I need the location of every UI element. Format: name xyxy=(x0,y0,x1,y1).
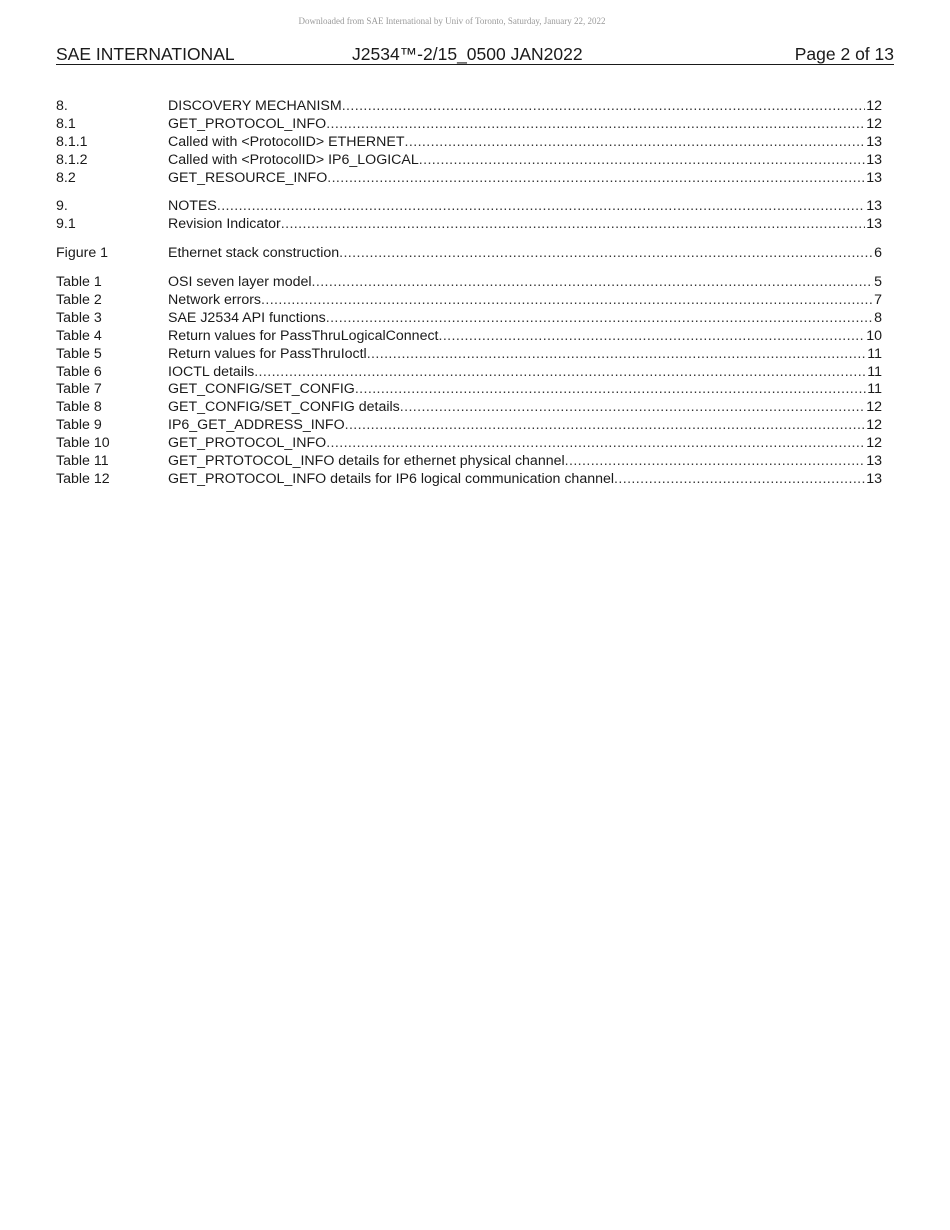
toc-entry-number: 8. xyxy=(56,98,68,114)
toc-entry[interactable] xyxy=(56,216,882,234)
toc-entry-title: IP6_GET_ADDRESS_INFO xyxy=(168,417,345,434)
toc-entry-line xyxy=(168,170,882,188)
toc-dot-leader xyxy=(217,198,865,216)
toc-entry-line xyxy=(168,453,882,471)
toc-entry-number: 8.1.2 xyxy=(56,151,88,168)
toc-entry[interactable] xyxy=(56,245,882,263)
page-number: Page 2 of 13 xyxy=(794,44,894,64)
toc-entry-page: 12 xyxy=(866,435,882,452)
toc-entry-page: 12 xyxy=(866,417,882,434)
toc-entry-line xyxy=(168,98,882,116)
toc-entry-number: Table 12 xyxy=(56,470,110,487)
toc-entry-title: GET_RESOURCE_INFO xyxy=(168,169,328,186)
toc-entry-page: 12 xyxy=(866,115,882,132)
toc-entry-title: GET_PROTOCOL_INFO details for IP6 logical communication channel xyxy=(168,470,615,487)
toc-entry-number: 9. xyxy=(56,198,68,215)
table-of-contents xyxy=(56,98,882,500)
toc-entry-number: Table 8 xyxy=(56,399,102,416)
toc-entry-line xyxy=(168,292,882,310)
toc-entry[interactable] xyxy=(56,364,882,382)
toc-entry-line xyxy=(168,134,882,152)
toc-entry[interactable] xyxy=(56,435,882,453)
toc-entry-page: 7 xyxy=(874,292,882,309)
toc-entry-page: 10 xyxy=(866,327,882,344)
toc-entry-title: OSI seven layer model xyxy=(168,274,312,291)
toc-entry-title: Ethernet stack construction xyxy=(168,245,340,262)
toc-entry-number: Table 1 xyxy=(56,274,102,291)
toc-entry[interactable] xyxy=(56,310,882,328)
toc-entry[interactable] xyxy=(56,152,882,170)
toc-entry[interactable] xyxy=(56,198,882,216)
toc-entry-line xyxy=(168,346,882,364)
toc-entry[interactable] xyxy=(56,116,882,134)
toc-group xyxy=(56,245,882,263)
toc-entry-title: GET_CONFIG/SET_CONFIG details xyxy=(168,399,400,416)
toc-entry-title: GET_PROTOCOL_INFO xyxy=(168,435,327,452)
toc-dot-leader xyxy=(326,310,873,328)
toc-entry-number: 9.1 xyxy=(56,216,76,233)
toc-entry-number: 8.1.1 xyxy=(56,133,88,150)
toc-entry-line xyxy=(168,152,882,170)
toc-entry-number: Table 3 xyxy=(56,309,102,326)
toc-entry-page: 13 xyxy=(866,216,882,233)
publisher-name: SAE INTERNATIONAL xyxy=(56,44,235,64)
toc-dot-leader xyxy=(419,152,865,170)
toc-entry-line xyxy=(168,116,882,134)
toc-entry-number: Table 9 xyxy=(56,417,102,434)
toc-entry-page: 13 xyxy=(866,453,882,470)
toc-entry-title: Return values for PassThruLogicalConnect xyxy=(168,327,439,344)
toc-entry-line xyxy=(168,198,882,216)
toc-group xyxy=(56,274,882,489)
toc-entry-line xyxy=(168,435,882,453)
toc-entry[interactable] xyxy=(56,134,882,152)
toc-entry-page: 11 xyxy=(867,363,882,380)
toc-dot-leader xyxy=(261,292,873,310)
page-header xyxy=(56,44,894,65)
toc-entry[interactable] xyxy=(56,399,882,417)
toc-entry-line xyxy=(168,364,882,382)
toc-group xyxy=(56,198,882,234)
toc-entry-title: GET_PROTOCOL_INFO xyxy=(168,115,327,132)
toc-entry-number: Table 11 xyxy=(56,453,109,470)
toc-dot-leader xyxy=(281,216,865,234)
toc-dot-leader xyxy=(367,346,867,364)
toc-dot-leader xyxy=(312,274,874,292)
toc-entry-title: GET_PRTOTOCOL_INFO details for ethernet physical channel xyxy=(168,453,565,470)
toc-entry-title: DISCOVERY MECHANISM xyxy=(168,98,342,114)
toc-entry-number: Table 4 xyxy=(56,327,102,344)
toc-dot-leader xyxy=(326,116,865,134)
toc-entry-number: 8.2 xyxy=(56,169,76,186)
toc-entry-title: Network errors xyxy=(168,292,262,309)
toc-dot-leader xyxy=(342,98,866,116)
toc-entry-page: 13 xyxy=(866,198,882,215)
toc-entry[interactable] xyxy=(56,170,882,188)
toc-entry-title: IOCTL details xyxy=(168,363,255,380)
toc-entry-line xyxy=(168,399,882,417)
toc-entry-title: Revision Indicator xyxy=(168,216,281,233)
toc-entry[interactable] xyxy=(56,346,882,364)
toc-entry-page: 13 xyxy=(866,133,882,150)
toc-group xyxy=(56,98,882,187)
toc-entry-page: 13 xyxy=(866,169,882,186)
toc-entry-line xyxy=(168,381,882,399)
toc-entry-title: Called with <ProtocolID> ETHERNET xyxy=(168,133,405,150)
toc-dot-leader xyxy=(439,328,866,346)
toc-entry-line xyxy=(168,274,882,292)
document-id: J2534™-2/15_0500 JAN2022 xyxy=(352,44,583,64)
toc-dot-leader xyxy=(614,471,865,489)
toc-dot-leader xyxy=(405,134,866,152)
toc-entry-title: Called with <ProtocolID> IP6_LOGICAL xyxy=(168,151,419,168)
toc-entry-number: Table 2 xyxy=(56,292,102,309)
download-watermark: Downloaded from SAE International by Univ of Toronto, Saturday, January 22, 2022 xyxy=(298,16,606,26)
toc-entry-title: Return values for PassThruIoctl xyxy=(168,345,367,362)
toc-entry[interactable] xyxy=(56,417,882,435)
toc-dot-leader xyxy=(355,381,866,399)
toc-entry-page: 11 xyxy=(867,345,882,362)
toc-entry[interactable] xyxy=(56,381,882,399)
toc-dot-leader xyxy=(345,417,866,435)
toc-entry[interactable] xyxy=(56,98,882,116)
toc-entry[interactable] xyxy=(56,328,882,346)
toc-entry-number: 8.1 xyxy=(56,115,76,132)
toc-dot-leader xyxy=(339,245,873,263)
toc-entry-line xyxy=(168,216,882,234)
toc-entry-number: Table 5 xyxy=(56,345,102,362)
toc-entry-number: Table 7 xyxy=(56,381,102,398)
toc-entry-page: 6 xyxy=(874,245,882,262)
toc-entry-page: 13 xyxy=(866,470,882,487)
toc-entry-page: 11 xyxy=(867,381,882,398)
toc-dot-leader xyxy=(565,453,866,471)
toc-entry[interactable] xyxy=(56,292,882,310)
toc-entry-line xyxy=(168,417,882,435)
toc-entry-page: 8 xyxy=(874,309,882,326)
toc-entry-line xyxy=(168,310,882,328)
toc-dot-leader xyxy=(326,435,865,453)
toc-entry-number: Figure 1 xyxy=(56,245,109,262)
toc-entry-number: Table 10 xyxy=(56,435,110,452)
toc-entry-title: NOTES xyxy=(168,198,217,215)
toc-entry-line xyxy=(168,471,882,489)
toc-entry-number: Table 6 xyxy=(56,363,102,380)
toc-dot-leader xyxy=(327,170,865,188)
toc-entry-line xyxy=(168,328,882,346)
toc-entry-page: 12 xyxy=(866,399,882,416)
toc-dot-leader xyxy=(254,364,866,382)
toc-entry[interactable] xyxy=(56,471,882,489)
toc-entry-page: 5 xyxy=(874,274,882,291)
toc-entry-page: 12 xyxy=(866,98,882,114)
toc-entry[interactable] xyxy=(56,274,882,292)
toc-entry[interactable] xyxy=(56,453,882,471)
toc-entry-page: 13 xyxy=(866,151,882,168)
toc-dot-leader xyxy=(400,399,865,417)
toc-entry-line xyxy=(168,245,882,263)
toc-entry-title: GET_CONFIG/SET_CONFIG xyxy=(168,381,355,398)
toc-entry-title: SAE J2534 API functions xyxy=(168,309,326,326)
